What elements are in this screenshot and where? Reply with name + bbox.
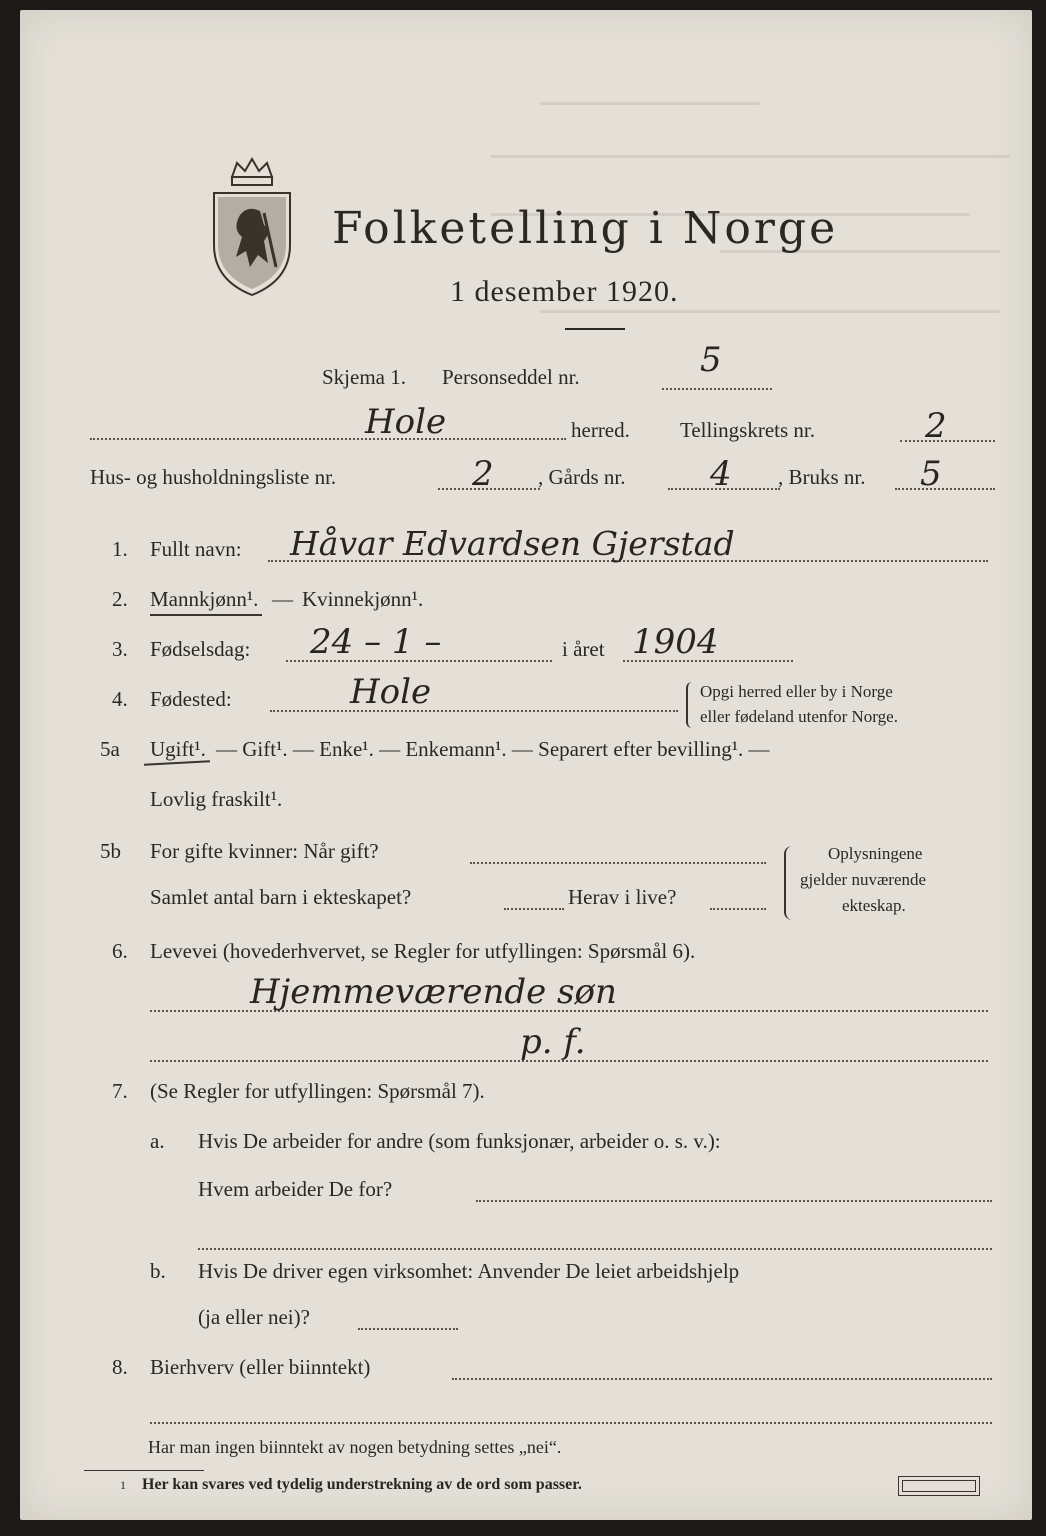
- personseddel-label: Personseddel nr.: [442, 365, 580, 389]
- footnote-divider: [84, 1470, 204, 1471]
- q5b-note3: ekteskap.: [842, 896, 906, 915]
- census-date: 1 desember 1920.: [450, 275, 679, 308]
- q8-label: Bierhverv (eller biinntekt): [150, 1355, 371, 1379]
- q4-label: Fødested:: [150, 687, 232, 711]
- q4-number: 4.: [112, 687, 128, 711]
- herred-value[interactable]: Hole: [365, 402, 447, 442]
- q5b-children-field-line: [504, 908, 564, 910]
- q5b-note1: Oplysningene: [828, 844, 923, 863]
- q6-label: Levevei (hovederhvervet, se Regler for utfyllingen: Spørsmål 6).: [150, 939, 696, 963]
- q5a-ugift-option[interactable]: Ugift¹.: [150, 737, 206, 761]
- q3-year-value[interactable]: 1904: [632, 622, 719, 662]
- hus-label: Hus- og husholdningsliste nr.: [90, 465, 337, 489]
- q5b-number: 5b: [100, 839, 121, 863]
- q5a-other-options[interactable]: — Gift¹. — Enke¹. — Enkemann¹. — Separert efter bevilling¹. —: [216, 737, 770, 761]
- q7a-text: Hvis De arbeider for andre (som funksjonær, arbeider o. s. v.):: [198, 1129, 721, 1153]
- q5a-number: 5a: [100, 737, 120, 761]
- q5b-label-children: Samlet antal barn i ekteskapet?: [150, 885, 412, 909]
- tellingskrets-value[interactable]: 2: [925, 406, 947, 446]
- q7a-field-line1: [476, 1200, 992, 1202]
- q8-field-line1: [452, 1378, 992, 1380]
- q5a-line2[interactable]: Lovlig fraskilt¹.: [150, 787, 283, 811]
- q4-note-line2: eller fødeland utenfor Norge.: [700, 707, 898, 726]
- q7a-question: Hvem arbeider De for?: [198, 1177, 393, 1201]
- q3-year-label: i året: [562, 637, 605, 661]
- footnote-text: Her kan svares ved tydelig understrekning av de ord som passer.: [142, 1476, 582, 1493]
- q3-birthdate-value[interactable]: 24 – 1 –: [310, 622, 442, 662]
- q5b-alive-field-line: [710, 908, 766, 910]
- q3-number: 3.: [112, 637, 128, 661]
- q7-label: (Se Regler for utfyllingen: Spørsmål 7).: [150, 1079, 485, 1103]
- footnote-mark: 1: [120, 1478, 126, 1492]
- q7b-letter: b.: [150, 1259, 166, 1283]
- q5b-married-field-line: [470, 862, 766, 864]
- q2-male-underline: [150, 614, 262, 616]
- bruks-label: , Bruks nr.: [778, 465, 866, 489]
- q2-separator: —: [272, 587, 293, 611]
- q1-full-name-value[interactable]: Håvar Edvardsen Gjerstad: [290, 524, 735, 563]
- hus-value[interactable]: 2: [472, 454, 494, 494]
- q8-number: 8.: [112, 1355, 128, 1379]
- q6-occupation-value2[interactable]: p. f.: [520, 1022, 586, 1062]
- gards-label: , Gårds nr.: [538, 465, 626, 489]
- bruks-field-line: [895, 488, 995, 490]
- personseddel-field-line: [662, 388, 772, 390]
- herred-label: herred.: [571, 418, 630, 442]
- printer-stamp-icon: [898, 1476, 980, 1496]
- norwegian-coat-of-arms-icon: [202, 155, 302, 300]
- herred-field-line: [90, 438, 566, 440]
- q7-number: 7.: [112, 1079, 128, 1103]
- bruks-value[interactable]: 5: [920, 454, 942, 494]
- q6-occupation-value[interactable]: Hjemmeværende søn: [250, 972, 617, 1012]
- q3-label: Fødselsdag:: [150, 637, 251, 661]
- personseddel-value[interactable]: 5: [700, 340, 722, 380]
- q5b-brace: [784, 846, 794, 920]
- q5b-label-alive: Herav i live?: [568, 885, 677, 909]
- skjema-label: Skjema 1.: [322, 365, 406, 389]
- q4-birthplace-value[interactable]: Hole: [350, 672, 432, 712]
- tellingskrets-field-line: [900, 440, 995, 442]
- q8-field-line2: [150, 1422, 992, 1424]
- q2-female-option[interactable]: Kvinnekjønn¹.: [302, 587, 424, 611]
- q4-note-line1: Opgi herred eller by i Norge: [700, 682, 893, 701]
- tellingskrets-label: Tellingskrets nr.: [680, 418, 816, 442]
- gards-value[interactable]: 4: [710, 454, 732, 494]
- q7b-question: (ja eller nei)?: [198, 1305, 310, 1329]
- q6-number: 6.: [112, 939, 128, 963]
- q7b-text: Hvis De driver egen virksomhet: Anvender De leiet arbeidshjelp: [198, 1259, 740, 1283]
- q5b-note2: gjelder nuværende: [800, 870, 927, 889]
- q2-male-option[interactable]: Mannkjønn¹.: [150, 587, 259, 611]
- title-divider: [565, 328, 625, 330]
- q1-number: 1.: [112, 537, 128, 561]
- q4-field-line: [270, 710, 678, 712]
- census-form: [20, 10, 1032, 1520]
- q7b-field-line: [358, 1328, 458, 1330]
- q7a-field-line2: [198, 1248, 992, 1250]
- biinntekt-note: Har man ingen biinntekt av nogen betydning settes „nei“.: [148, 1437, 562, 1457]
- q1-label: Fullt navn:: [150, 537, 242, 561]
- q5b-label-married: For gifte kvinner: Når gift?: [150, 839, 379, 863]
- form-title: Folketelling i Norge: [332, 203, 839, 254]
- q2-number: 2.: [112, 587, 128, 611]
- q7a-letter: a.: [150, 1129, 165, 1153]
- q4-brace: [686, 682, 694, 728]
